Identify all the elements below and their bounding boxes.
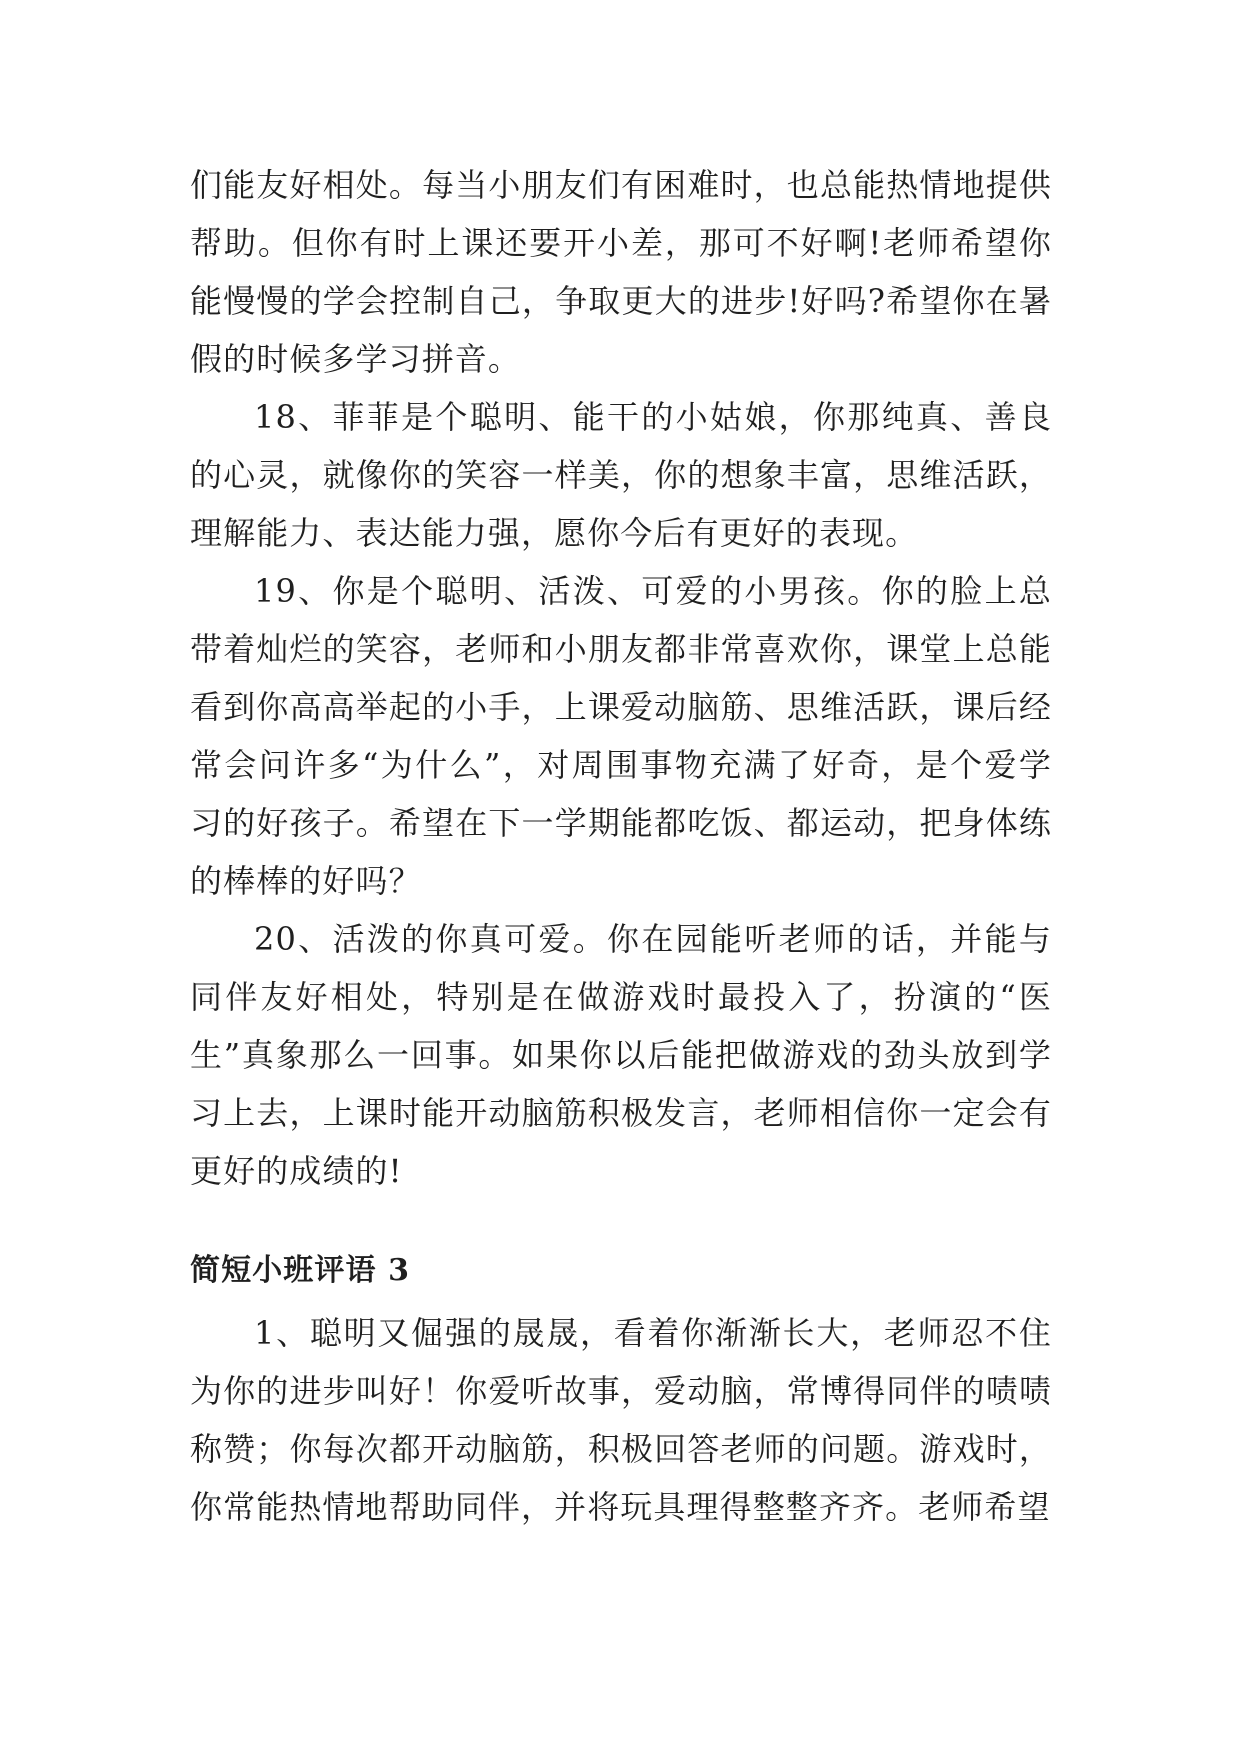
paragraph-comment-20: 20、活泼的你真可爱。你在园能听老师的话，并能与同伴友好相处，特别是在做游戏时最投入了，扮演的“医生”真象那么一回事。如果你以后能把做游戏的劲头放到学习上去，上课时能开动脑筋积极发言，老师相信你一定会有更好的成绩的! xyxy=(190,920,1052,1190)
paragraph-continued: 们能友好相处。每当小朋友们有困难时，也总能热情地提供帮助。但你有时上课还要开小差，那可不好啊!老师希望你能慢慢的学会控制自己，争取更大的进步!好吗?希望你在暑假的时候多学习拼音。 xyxy=(190,166,1052,378)
document-body xyxy=(190,156,1052,1536)
paragraph-comment-1: 1、聪明又倔强的晟晟，看着你渐渐长大，老师忍不住为你的进步叫好！你爱听故事，爱动脑，常博得同伴的啧啧称赞；你每次都开动脑筋，积极回答老师的问题。游戏时，你常能热情地帮助同伴，并将玩具理得整整齐齐。老师希望 xyxy=(190,1314,1052,1526)
section-heading: 简短小班评语 3 xyxy=(190,1253,411,1288)
paragraph-comment-19: 19、你是个聪明、活泼、可爱的小男孩。你的脸上总带着灿烂的笑容，老师和小朋友都非常喜欢你，课堂上总能看到你高高举起的小手，上课爱动脑筋、思维活跃，课后经常会问许多“为什么”，对周围事物充满了好奇，是个爱学习的好孩子。希望在下一学期能都吃饭、都运动，把身体练的棒棒的好吗？ xyxy=(190,572,1052,900)
paragraph-comment-18: 18、菲菲是个聪明、能干的小姑娘，你那纯真、善良的心灵，就像你的笑容一样美，你的想象丰富，思维活跃，理解能力、表达能力强，愿你今后有更好的表现。 xyxy=(190,398,1052,552)
